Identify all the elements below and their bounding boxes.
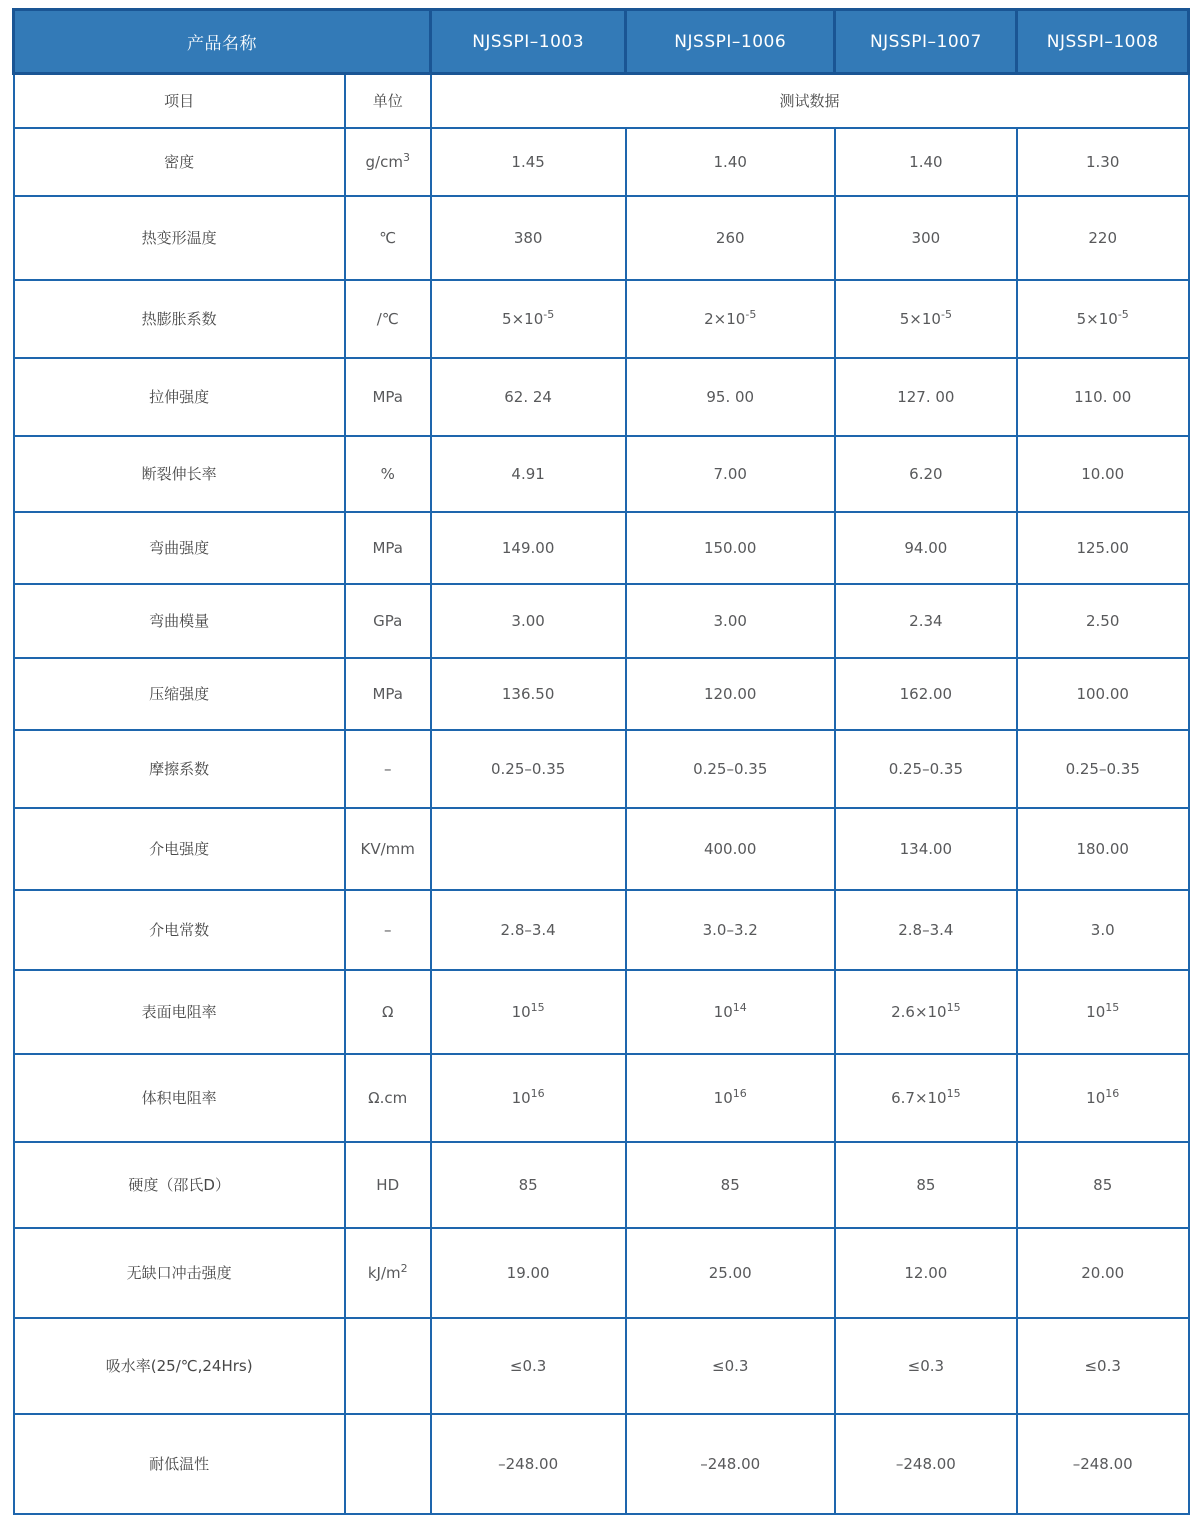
row-label: 表面电阻率 <box>14 970 345 1054</box>
value-cell: $10^{16}$ <box>626 1054 835 1142</box>
spec-row-thermal-expansion <box>14 280 1189 358</box>
value-cell: –248.00 <box>626 1414 835 1514</box>
value-cell: 127. 00 <box>835 358 1017 436</box>
unit-cell: GPa <box>345 584 431 658</box>
spec-row-low-temperature-resistance <box>14 1414 1189 1514</box>
row-label: 吸水率(25/℃,24Hrs) <box>14 1318 345 1414</box>
product-name-header: 产品名称 <box>14 10 431 74</box>
row-label: 摩擦系数 <box>14 730 345 808</box>
value-cell: 10.00 <box>1017 436 1189 512</box>
value-cell: –248.00 <box>431 1414 626 1514</box>
value-cell: 2.50 <box>1017 584 1189 658</box>
value-cell: 3.0 <box>1017 890 1189 970</box>
value-cell: $5\times 10^{-5}$ <box>1017 280 1189 358</box>
row-label: 耐低温性 <box>14 1414 345 1514</box>
spec-row-flexural-modulus <box>14 584 1189 658</box>
value-cell: 2.8–3.4 <box>431 890 626 970</box>
subheader-row <box>14 74 1189 128</box>
value-cell: 162.00 <box>835 658 1017 730</box>
spec-row-volume-resistivity <box>14 1054 1189 1142</box>
value-cell: 6.20 <box>835 436 1017 512</box>
value-cell: 3.00 <box>626 584 835 658</box>
value-cell: 2.8–3.4 <box>835 890 1017 970</box>
value-cell: 3.0–3.2 <box>626 890 835 970</box>
spec-row-dielectric-strength <box>14 808 1189 890</box>
value-cell: 0.25–0.35 <box>1017 730 1189 808</box>
row-label: 介电强度 <box>14 808 345 890</box>
value-cell: ≤0.3 <box>1017 1318 1189 1414</box>
spec-row-elongation <box>14 436 1189 512</box>
row-label: 密度 <box>14 128 345 196</box>
spec-row-water-absorption <box>14 1318 1189 1414</box>
unit-cell: $kJ/m^2$ <box>345 1228 431 1318</box>
value-cell: 134.00 <box>835 808 1017 890</box>
value-cell: 400.00 <box>626 808 835 890</box>
unit-cell <box>345 1318 431 1414</box>
value-cell: 1.30 <box>1017 128 1189 196</box>
unit-cell: % <box>345 436 431 512</box>
spec-row-friction-coefficient <box>14 730 1189 808</box>
row-label: 弯曲强度 <box>14 512 345 584</box>
unit-cell: MPa <box>345 358 431 436</box>
spec-row-unnotched-impact <box>14 1228 1189 1318</box>
unit-cell: – <box>345 730 431 808</box>
value-cell: 0.25–0.35 <box>835 730 1017 808</box>
product-spec-table <box>12 8 1190 1515</box>
value-cell: 120.00 <box>626 658 835 730</box>
value-cell: $10^{14}$ <box>626 970 835 1054</box>
row-label: 弯曲模量 <box>14 584 345 658</box>
value-cell: ≤0.3 <box>431 1318 626 1414</box>
value-cell: 136.50 <box>431 658 626 730</box>
unit-cell: /℃ <box>345 280 431 358</box>
row-label: 热膨胀系数 <box>14 280 345 358</box>
value-cell: 110. 00 <box>1017 358 1189 436</box>
value-cell: 19.00 <box>431 1228 626 1318</box>
value-cell: 1.40 <box>835 128 1017 196</box>
value-cell: $5\times 10^{-5}$ <box>835 280 1017 358</box>
value-cell <box>431 808 626 890</box>
row-label: 无缺口冲击强度 <box>14 1228 345 1318</box>
spec-row-flexural-strength <box>14 512 1189 584</box>
value-cell: 4.91 <box>431 436 626 512</box>
spec-row-heat-deflection <box>14 196 1189 280</box>
product-column-header-1008: NJSSPI–1008 <box>1017 10 1189 74</box>
value-cell: ≤0.3 <box>626 1318 835 1414</box>
value-cell: 85 <box>1017 1142 1189 1228</box>
value-cell: $10^{16}$ <box>1017 1054 1189 1142</box>
unit-cell: MPa <box>345 512 431 584</box>
value-cell: 85 <box>835 1142 1017 1228</box>
test-data-header: 测试数据 <box>431 74 1189 128</box>
product-column-header-1006: NJSSPI–1006 <box>626 10 835 74</box>
spec-row-dielectric-constant <box>14 890 1189 970</box>
unit-cell: Ω <box>345 970 431 1054</box>
value-cell: $2\times 10^{-5}$ <box>626 280 835 358</box>
item-header: 项目 <box>14 74 345 128</box>
product-header-row <box>14 10 1189 74</box>
spec-row-tensile-strength <box>14 358 1189 436</box>
value-cell: 7.00 <box>626 436 835 512</box>
value-cell: –248.00 <box>1017 1414 1189 1514</box>
value-cell: $10^{15}$ <box>1017 970 1189 1054</box>
value-cell: 1.45 <box>431 128 626 196</box>
value-cell: 12.00 <box>835 1228 1017 1318</box>
value-cell: 125.00 <box>1017 512 1189 584</box>
spec-row-density <box>14 128 1189 196</box>
value-cell: 220 <box>1017 196 1189 280</box>
row-label: 压缩强度 <box>14 658 345 730</box>
value-cell: 260 <box>626 196 835 280</box>
value-cell: 0.25–0.35 <box>626 730 835 808</box>
unit-cell: Ω.cm <box>345 1054 431 1142</box>
row-label: 拉伸强度 <box>14 358 345 436</box>
value-cell: 180.00 <box>1017 808 1189 890</box>
value-cell: 94.00 <box>835 512 1017 584</box>
value-cell: $10^{15}$ <box>431 970 626 1054</box>
row-label: 热变形温度 <box>14 196 345 280</box>
value-cell: 20.00 <box>1017 1228 1189 1318</box>
value-cell: 62. 24 <box>431 358 626 436</box>
value-cell: 300 <box>835 196 1017 280</box>
value-cell: $10^{16}$ <box>431 1054 626 1142</box>
value-cell: 85 <box>626 1142 835 1228</box>
unit-cell: $g/cm^3$ <box>345 128 431 196</box>
spec-row-hardness <box>14 1142 1189 1228</box>
value-cell: 25.00 <box>626 1228 835 1318</box>
value-cell: $2.6\times 10^{15}$ <box>835 970 1017 1054</box>
unit-cell: KV/mm <box>345 808 431 890</box>
value-cell: 149.00 <box>431 512 626 584</box>
unit-header: 单位 <box>345 74 431 128</box>
value-cell: –248.00 <box>835 1414 1017 1514</box>
product-column-header-1003: NJSSPI–1003 <box>431 10 626 74</box>
unit-cell: HD <box>345 1142 431 1228</box>
unit-cell <box>345 1414 431 1514</box>
spec-row-surface-resistivity <box>14 970 1189 1054</box>
unit-cell: ℃ <box>345 196 431 280</box>
row-label: 硬度（邵氏D） <box>14 1142 345 1228</box>
unit-cell: MPa <box>345 658 431 730</box>
value-cell: 95. 00 <box>626 358 835 436</box>
value-cell: 1.40 <box>626 128 835 196</box>
value-cell: 0.25–0.35 <box>431 730 626 808</box>
value-cell: 100.00 <box>1017 658 1189 730</box>
value-cell: 380 <box>431 196 626 280</box>
row-label: 介电常数 <box>14 890 345 970</box>
value-cell: 3.00 <box>431 584 626 658</box>
spec-row-compressive-strength <box>14 658 1189 730</box>
unit-cell: – <box>345 890 431 970</box>
value-cell: 2.34 <box>835 584 1017 658</box>
value-cell: 85 <box>431 1142 626 1228</box>
value-cell: ≤0.3 <box>835 1318 1017 1414</box>
product-column-header-1007: NJSSPI–1007 <box>835 10 1017 74</box>
value-cell: $5\times 10^{-5}$ <box>431 280 626 358</box>
row-label: 体积电阻率 <box>14 1054 345 1142</box>
row-label: 断裂伸长率 <box>14 436 345 512</box>
value-cell: $6.7\times 10^{15}$ <box>835 1054 1017 1142</box>
value-cell: 150.00 <box>626 512 835 584</box>
